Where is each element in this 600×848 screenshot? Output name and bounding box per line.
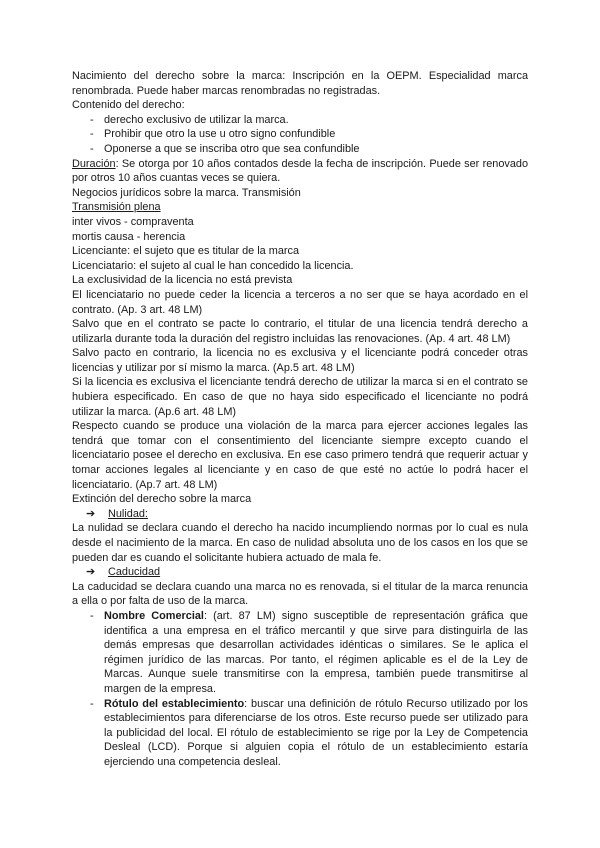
transmision-plena-heading: Transmisión plena — [72, 201, 161, 214]
licenciante-line: Licenciante: el sujeto que es titular de la marca — [72, 245, 300, 258]
arrow-right-icon: ➔ — [86, 507, 96, 520]
caducidad-item — [72, 565, 528, 580]
list-item-rotulo — [72, 697, 528, 770]
licenciatario-line: Licenciatario: el sujeto al cual le han concedido la licencia. — [72, 259, 354, 272]
paragraph-nacimiento: Nacimiento del derecho sobre la marca: Inscripción en la OEPM. Especialidad marca renombrada. Puede haber marcas renombradas no registradas. — [72, 70, 528, 97]
paragraph-duracion — [72, 157, 528, 186]
inter-vivos-line: inter vivos - compraventa — [72, 215, 194, 228]
rotulo-label: Rótulo del establecimiento — [104, 697, 245, 710]
exclusividad-line: La exclusividad de la licencia no está prevista — [72, 274, 293, 287]
list-item-nombre-comercial — [72, 609, 528, 697]
duracion-label: Duración — [72, 157, 116, 170]
mortis-causa-line: mortis causa - herencia — [72, 230, 186, 243]
paragraph-licencia-3: Salvo pacto en contrario, la licencia no es exclusiva y el licenciante podrá conceder otras licencias y utilizar por sí mismo la marca. (Ap.5 art. 48 LM) — [72, 347, 528, 374]
paragraph-licencia-5: Respecto cuando se produce una violación de la marca para ejercer acciones legales las tendrá que tomar con el consentimiento del licenciante siempre excepto cuando el licenciatario posee el derecho en exclusiva. En ese caso primero tendrá que requerir actuar y tomar acciones legales al licenciante y en caso de que esté no actúe lo podrá hacer el licenciatario. (Ap.7 art. 48 LM) — [72, 420, 528, 491]
paragraph-licencia-2: Salvo que en el contrato se pacte lo contrario, el titular de una licencia tendrá derecho a utilizarla durante toda la duración del registro incluidas las renovaciones. (Ap. 4 art. 48 LM) — [72, 318, 528, 345]
paragraph-nulidad: La nulidad se declara cuando el derecho ha nacido incumpliendo normas por lo cual es nula desde el nacimiento de la marca. En caso de nulidad absoluta uno de los casos en los que se pueden dar es cuando el solicitante hubiera actuado de mala fe. — [72, 522, 528, 564]
signos-list — [72, 609, 528, 770]
arrow-right-icon: ➔ — [86, 566, 96, 579]
paragraph-licencia-1: El licenciatario no puede ceder la licencia a terceros a no ser que se haya acordado en el contrato. (Ap. 3 art. 48 LM) — [72, 288, 528, 316]
contenido-heading: Contenido del derecho: — [72, 99, 185, 112]
paragraph-caducidad: La caducidad se declara cuando una marca no es renovada, si el titular de la marca renuncia a ella o por falta de uso de la marca. — [72, 580, 528, 608]
nombre-comercial-label: Nombre Comercial — [104, 609, 204, 622]
nulidad-item — [72, 507, 528, 522]
negocios-line: Negocios jurídicos sobre la marca. Transmisión — [72, 186, 301, 199]
paragraph-licencia-4: Si la licencia es exclusiva el licenciante tendrá derecho de utilizar la marca si en el contrato se hubiera especificado. En caso de que no haya sido especificado el licenciante no podrá utilizar la marca. (Ap.6 art. 48 LM) — [72, 376, 528, 418]
nulidad-label: Nulidad: — [108, 507, 148, 520]
contenido-list — [72, 113, 528, 157]
extincion-heading: Extinción del derecho sobre la marca — [72, 493, 252, 506]
nombre-comercial-text: : (art. 87 LM) signo susceptible de representación gráfica que identifica a una empresa en el tráfico mercantil y que sirve para distinguirla de las demás empresas que desarrollan actividades idénticas o similares. Se le aplica el régimen jurídico de las marcas. Por tanto, el régimen aplicable es el de la Ley de Marcas. Aunque suele transmitirse con la empresa, también puede transmitirse al margen de la empresa. — [104, 609, 528, 695]
list-item: - derecho exclusivo de utilizar la marca. — [72, 113, 528, 128]
caducidad-label: Caducidad — [108, 566, 161, 579]
list-item: - Prohibir que otro la use u otro signo confundible — [72, 127, 528, 142]
duracion-text: : Se otorga por 10 años contados desde la fecha de inscripción. Puede ser renovado por otros 10 años cuantas veces se quiera. — [72, 157, 528, 185]
list-item: - Oponerse a que se inscriba otro que sea confundible — [72, 142, 528, 157]
rotulo-text: : buscar una definición de rótulo Recurso utilizado por los establecimientos para diferenciarse de los otros. Este recurso puede ser utilizado para la publicidad del local. El rótulo de establecimiento se rige por la Ley de Competencia Desleal (LCD). Porque si alguien copia el rótulo de un establecimiento estaría ejerciendo una competencia desleal. — [104, 697, 528, 768]
